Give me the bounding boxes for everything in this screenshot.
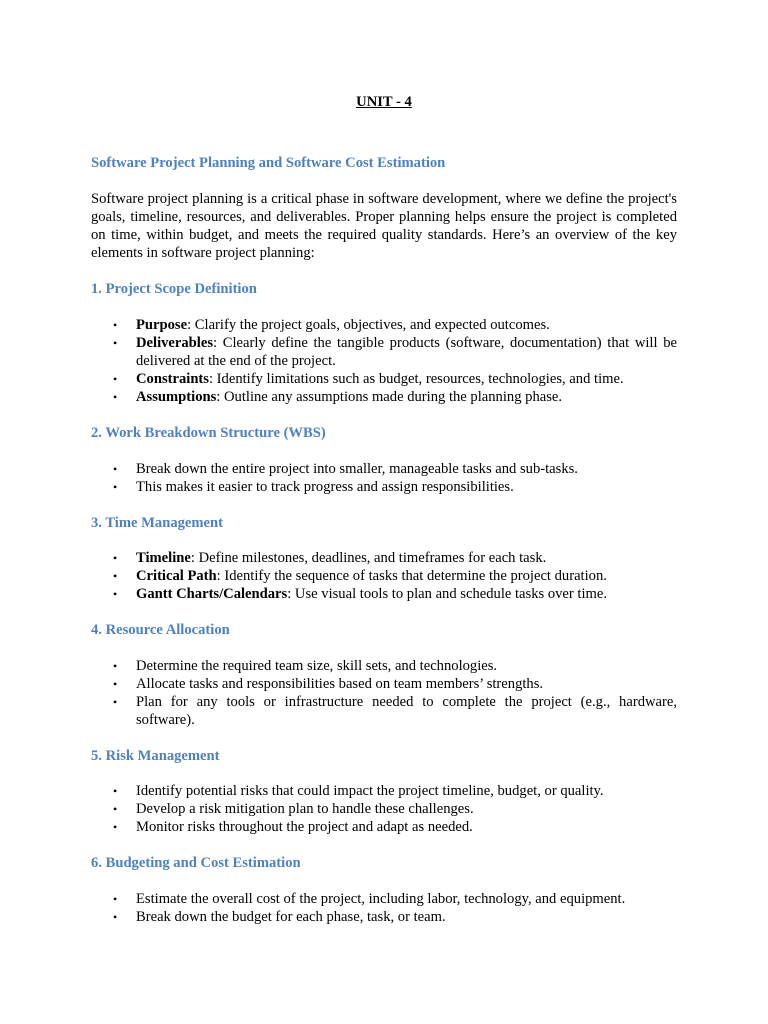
- list-item: [91, 800, 677, 818]
- list-item: [91, 890, 677, 908]
- bullet-icon: •: [113, 480, 118, 494]
- item-term: Critical Path: [136, 568, 217, 584]
- list-item: [91, 460, 677, 478]
- scope-bullet-list: [91, 316, 677, 406]
- bullet-icon: •: [113, 910, 118, 924]
- item-text: : Identify the sequence of tasks that determine the project duration.: [216, 568, 607, 584]
- list-item: [91, 567, 677, 585]
- item-text: : Use visual tools to plan and schedule tasks over time.: [287, 586, 608, 602]
- list-item: [91, 693, 677, 729]
- item-term: Purpose: [136, 317, 188, 333]
- bullet-icon: •: [113, 784, 118, 798]
- list-item: [91, 370, 677, 388]
- section-heading-resources: 4. Resource Allocation: [91, 622, 230, 638]
- section-heading-wbs: 2. Work Breakdown Structure (WBS): [91, 425, 326, 441]
- item-text: : Outline any assumptions made during the planning phase.: [216, 389, 563, 405]
- list-item: [91, 585, 677, 603]
- resources-bullet-list: [91, 657, 677, 729]
- bullet-icon: •: [113, 892, 118, 906]
- bullet-icon: •: [113, 802, 118, 816]
- item-term: Assumptions: [136, 389, 217, 405]
- item-text: Estimate the overall cost of the project, including labor, technology, and equipment.: [136, 891, 626, 907]
- item-text: : Define milestones, deadlines, and timeframes for each task.: [190, 550, 547, 566]
- item-text: : Clarify the project goals, objectives, and expected outcomes.: [187, 317, 550, 333]
- item-text: This makes it easier to track progress and assign responsibilities.: [136, 479, 514, 495]
- time-bullet-list: [91, 549, 677, 603]
- list-item: [91, 316, 677, 334]
- item-term: Timeline: [136, 550, 191, 566]
- bullet-icon: •: [113, 390, 118, 404]
- list-item: [91, 657, 677, 675]
- list-item: [91, 334, 677, 370]
- list-item: [91, 782, 677, 800]
- item-term: Gantt Charts/Calendars: [136, 586, 288, 602]
- bullet-icon: •: [113, 551, 118, 565]
- wbs-bullet-list: [91, 460, 677, 496]
- budget-bullet-list: [91, 890, 677, 926]
- list-item: [91, 908, 677, 926]
- list-item: [91, 478, 677, 496]
- bullet-icon: •: [113, 677, 118, 691]
- item-text: Allocate tasks and responsibilities based on team members’ strengths.: [136, 676, 544, 692]
- list-item: [91, 388, 677, 406]
- list-item: [91, 818, 677, 836]
- bullet-icon: •: [113, 372, 118, 386]
- item-text: Develop a risk mitigation plan to handle these challenges.: [136, 801, 474, 817]
- list-item: [91, 549, 677, 567]
- item-text: Plan for any tools or infrastructure needed to complete the project (e.g., hardware, software).: [136, 694, 677, 728]
- item-text: Identify potential risks that could impact the project timeline, budget, or quality.: [136, 783, 604, 799]
- item-text: Determine the required team size, skill sets, and technologies.: [136, 658, 498, 674]
- bullet-icon: •: [113, 820, 118, 834]
- bullet-icon: •: [113, 318, 118, 332]
- item-text: Break down the entire project into smaller, manageable tasks and sub-tasks.: [136, 461, 578, 477]
- document-title: Software Project Planning and Software Cost Estimation: [91, 155, 446, 171]
- risk-bullet-list: [91, 782, 677, 836]
- bullet-icon: •: [113, 659, 118, 673]
- bullet-icon: •: [113, 462, 118, 476]
- section-heading-scope: 1. Project Scope Definition: [91, 281, 257, 297]
- item-text: : Identify limitations such as budget, resources, technologies, and time.: [208, 371, 624, 387]
- item-text: Break down the budget for each phase, task, or team.: [136, 909, 446, 925]
- list-item: [91, 675, 677, 693]
- bullet-icon: •: [113, 569, 118, 583]
- bullet-icon: •: [113, 587, 118, 601]
- section-heading-risk: 5. Risk Management: [91, 748, 220, 764]
- intro-paragraph: Software project planning is a critical phase in software development, where we define the project's goals, timeline, resources, and deliverables. Proper planning helps ensure the project is completed on time, within budget, and meets the required quality standards. Here’s an overview of the key elements in software project planning:: [91, 191, 677, 261]
- item-text: Monitor risks throughout the project and adapt as needed.: [136, 819, 473, 835]
- item-term: Deliverables: [136, 335, 214, 351]
- unit-title: UNIT - 4: [356, 94, 412, 110]
- section-heading-budget: 6. Budgeting and Cost Estimation: [91, 855, 301, 871]
- bullet-icon: •: [113, 695, 118, 709]
- section-heading-time: 3. Time Management: [91, 515, 224, 531]
- item-text: : Clearly define the tangible products (software, documentation) that will be delivered at the end of the project.: [136, 335, 677, 369]
- item-term: Constraints: [136, 371, 209, 387]
- bullet-icon: •: [113, 336, 118, 350]
